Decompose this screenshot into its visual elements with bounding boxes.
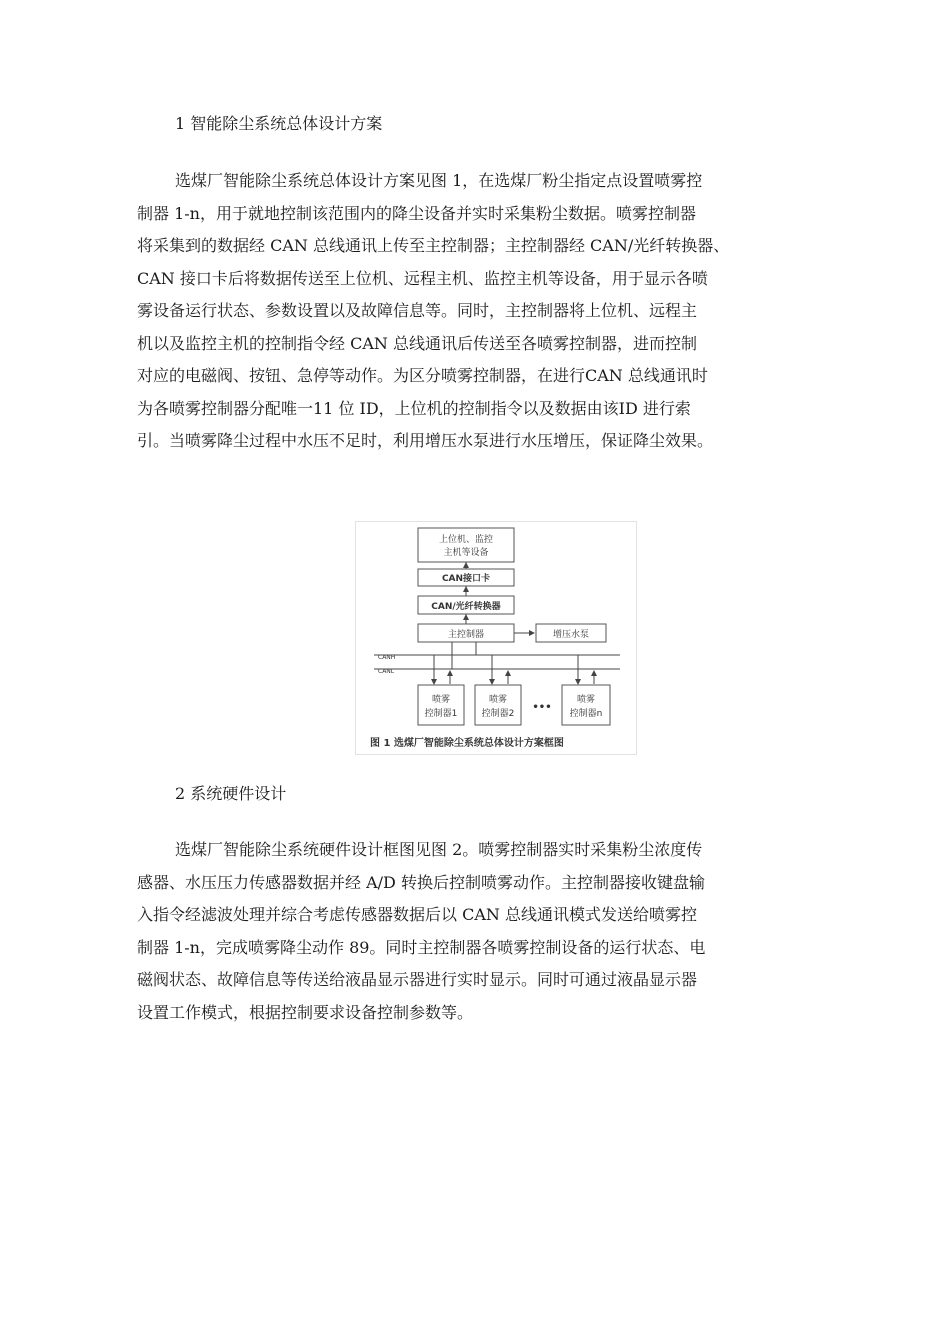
paragraph-line: 机以及监控主机的控制指令经 CAN 总线通讯后传送至各喷雾控制器，进而控制 [137,333,697,353]
paragraph-line: 制器 1-n，完成喷雾降尘动作 89。同时主控制器各喷雾控制设备的运行状态、电 [137,937,706,957]
can-card-label: CAN接口卡 [441,574,491,584]
converter-label: CAN/光纤转换器 [431,602,501,612]
paragraph-line: 感器、水压压力传感器数据并经 A/D 转换后控制喷雾动作。主控制器接收键盘输 [137,872,705,892]
spray-controller-1-label-2: 控制器1 [424,709,458,719]
paragraph-line: 引。当喷雾降尘过程中水压不足时，利用增压水泵进行水压增压，保证降尘效果。 [137,431,714,450]
paragraph-line: CAN 接口卡后将数据传送至上位机、远程主机、监控主机等设备，用于显示各喷 [137,268,708,288]
paragraph-line: 入指令经滤波处理并综合考虑传感器数据后以 CAN 总线通讯模式发送给喷雾控 [137,905,697,924]
ellipsis-dots: ••• [532,702,552,713]
canh-label: CANH [378,654,396,661]
figure-1-block-diagram [355,521,637,755]
main-controller-label: 主控制器 [447,630,485,640]
section-1-paragraph [137,165,837,458]
spray-controller-n-label: 喷雾 [576,695,596,705]
figure-caption: 图 1 选煤厂智能除尘系统总体设计方案框图 [370,738,564,749]
block-diagram-svg [356,522,636,754]
paragraph-line: 雾设备运行状态、参数设置以及故障信息等。同时，主控制器将上位机、远程主 [137,301,698,320]
spray-controller-n-label-2: 控制器n [569,709,603,719]
canl-label: CANL [378,668,395,675]
spray-controller-n-box [562,685,610,725]
pump-label: 增压水泵 [552,630,590,640]
spray-controller-1-box [418,685,464,725]
section-2-paragraph [137,834,837,1029]
paragraph-line: 设置工作模式，根据控制要求设备控制参数等。 [137,1002,474,1022]
host-equipment-label-2: 主机等设备 [443,548,489,558]
paragraph-line: 对应的电磁阀、按钮、急停等动作。为区分喷雾控制器，在进行CAN 总线通讯时 [137,366,708,385]
section-1-heading: 1 智能除尘系统总体设计方案 [175,114,383,133]
spray-controller-2-box [475,685,521,725]
spray-controller-2-label-2: 控制器2 [481,709,515,719]
paragraph-line: 磁阀状态、故障信息等传送给液晶显示器进行实时显示。同时可通过液晶显示器 [137,970,698,989]
paragraph-line: 为各喷雾控制器分配唯一11 位 ID，上位机的控制指令以及数据由该ID 进行索 [137,398,691,418]
host-equipment-label: 上位机、监控 [438,535,494,545]
spray-controller-1-label: 喷雾 [431,695,451,705]
section-2-heading: 2 系统硬件设计 [175,784,287,803]
paragraph-line: 选煤厂智能除尘系统总体设计方案见图 1，在选煤厂粉尘指定点设置喷雾控 [175,171,703,190]
spray-controller-2-label: 喷雾 [488,695,508,705]
paragraph-line: 将采集到的数据经 CAN 总线通讯上传至主控制器；主控制器经 CAN/光纤转换器、 [137,236,730,255]
paragraph-line: 选煤厂智能除尘系统硬件设计框图见图 2。喷雾控制器实时采集粉尘浓度传 [175,840,703,859]
paragraph-line: 制器 1-n，用于就地控制该范围内的降尘设备并实时采集粉尘数据。喷雾控制器 [137,203,696,223]
